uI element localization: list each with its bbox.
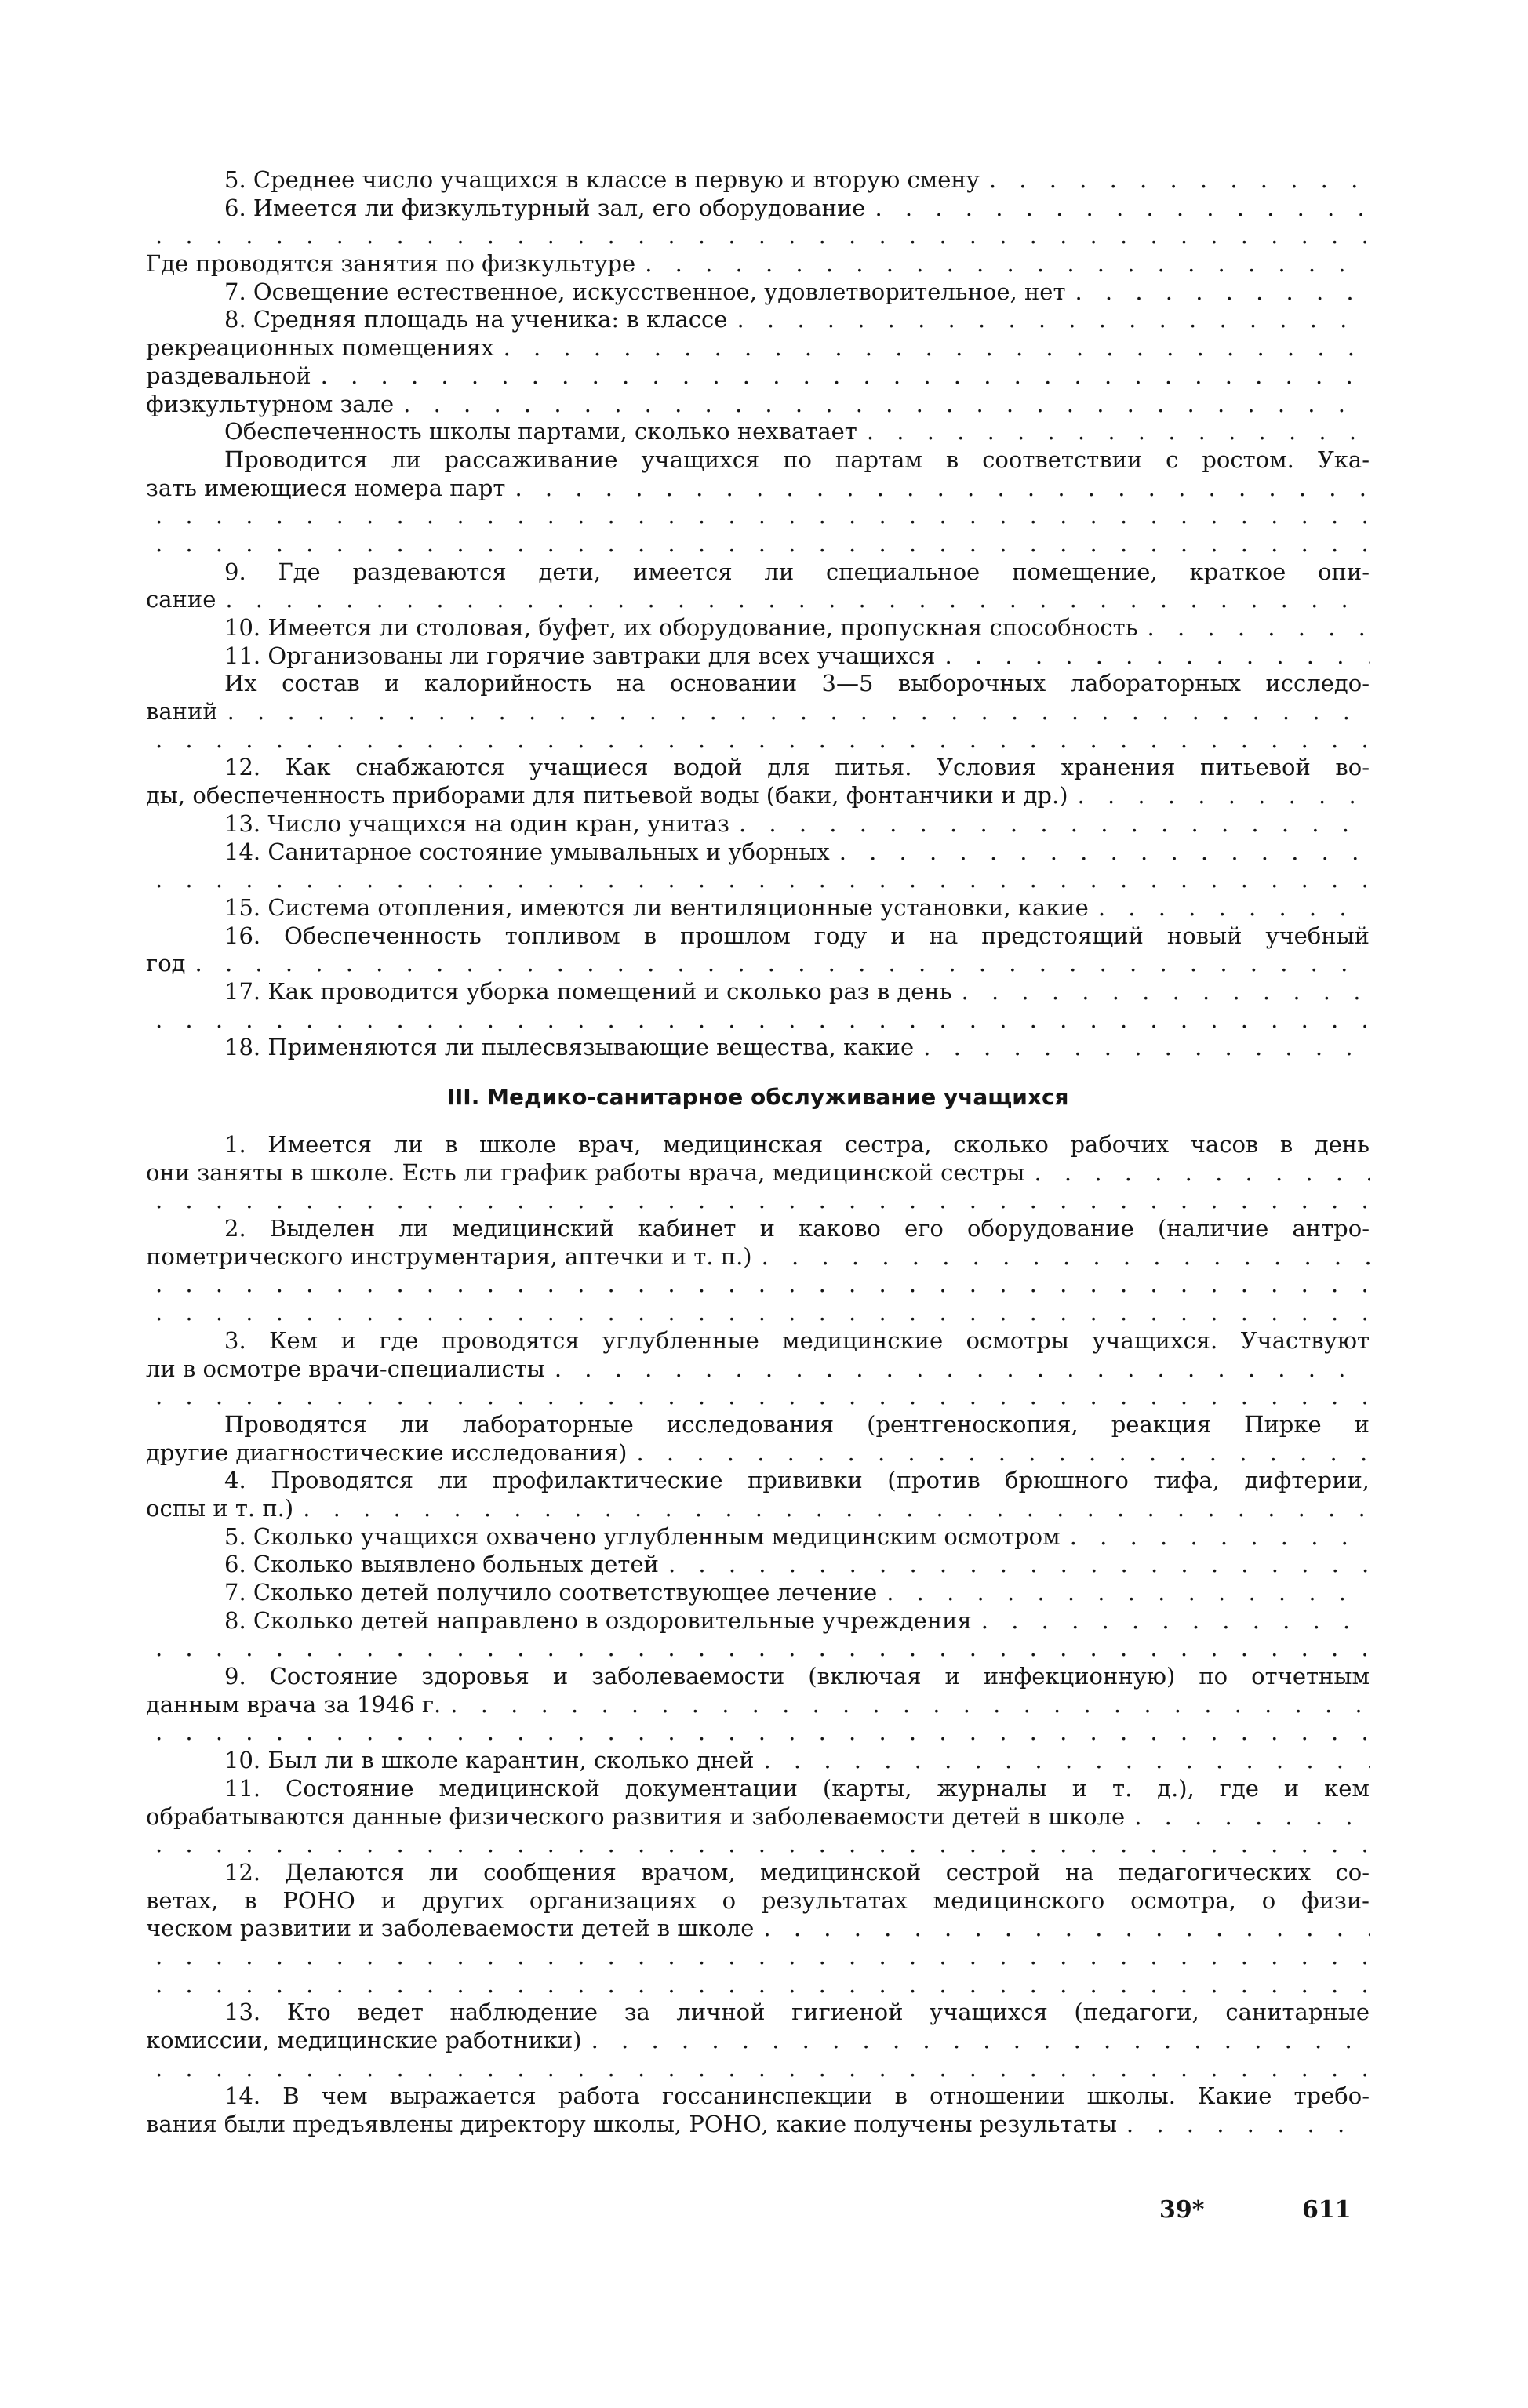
sec2-line bbox=[146, 614, 1370, 642]
sec3-line-text: комиссии, медицинские работники) bbox=[146, 2027, 582, 2053]
sec3-line-text: 1. Имеется ли в школе врач, медицинская сестра, сколько рабочих часов в день bbox=[224, 1131, 1370, 1158]
sec2-line bbox=[146, 726, 1370, 755]
dot-leader bbox=[146, 1299, 1370, 1327]
sec3-line-text: 3. Кем и где проводятся углубленные медицинские осмотры учащихся. Участвуют bbox=[224, 1326, 1370, 1354]
dot-leader bbox=[936, 642, 1370, 671]
sec3-line-text: обрабатываются данные физического развития и заболеваемости детей в школе bbox=[146, 1802, 1126, 1830]
dot-leader bbox=[627, 1439, 1370, 1468]
sec2-line bbox=[146, 1034, 1370, 1062]
sec2-line-text: зать имеющиеся номера парт bbox=[146, 474, 506, 501]
signature-mark: 39* bbox=[1159, 2196, 1205, 2224]
dot-leader bbox=[146, 1971, 1370, 1999]
sec3-line-text: Проводятся ли лабораторные исследования (рентгеноскопия, реакция Пирке и bbox=[224, 1410, 1370, 1438]
sec3-line bbox=[146, 2111, 1370, 2139]
sec3-line-text: 6. Сколько выявлено больных детей bbox=[224, 1551, 659, 1578]
dot-leader bbox=[865, 195, 1370, 223]
sec3-line bbox=[146, 1383, 1370, 1411]
sec2-line-text: 13. Число учащихся на один кран, унитаз bbox=[224, 809, 729, 837]
dot-leader bbox=[857, 418, 1370, 446]
sec3-line bbox=[146, 2055, 1370, 2083]
sec3-line bbox=[146, 1943, 1370, 1971]
dot-leader bbox=[146, 726, 1370, 755]
sec3-line bbox=[146, 1971, 1370, 1999]
sec3-line-text: пометрического инструментария, аптечки и т. п.) bbox=[146, 1242, 752, 1270]
sec2-line bbox=[146, 894, 1370, 922]
sec3-line bbox=[146, 1915, 1370, 1943]
sec2-line-text: Их состав и калорийность на основании 3—5 выборочных лабораторных исследо- bbox=[224, 670, 1370, 697]
sec3-line-text: 10. Был ли в школе карантин, сколько дней bbox=[224, 1747, 755, 1774]
sec2-line-text: Обеспеченность школы партами, сколько нехватает bbox=[224, 418, 857, 446]
dot-leader bbox=[146, 866, 1370, 894]
sec3-line bbox=[146, 1719, 1370, 1747]
dot-leader bbox=[146, 1271, 1370, 1299]
sec3-line bbox=[146, 1271, 1370, 1299]
sec2-line bbox=[146, 558, 1370, 587]
text-column bbox=[146, 166, 1370, 2139]
sec3-line-text: 9. Состояние здоровья и заболеваемости (включая и инфекционную) по отчетным bbox=[224, 1663, 1370, 1690]
sec3-line-text: 11. Состояние медицинской документации (карты, журналы и т. д.), где и кем bbox=[224, 1774, 1370, 1802]
sec2-line-text: Где проводятся занятия по физкультуре bbox=[146, 250, 636, 278]
dot-leader bbox=[877, 1579, 1370, 1607]
sec3-line bbox=[146, 1775, 1370, 1803]
sec2-line-text: 10. Имеется ли столовая, буфет, их оборудование, пропускная способность bbox=[224, 614, 1138, 641]
sec2-line bbox=[146, 754, 1370, 782]
sec2-line-text: ды, обеспеченность приборами для питьевой воды (баки, фонтанчики и др.) bbox=[146, 782, 1068, 809]
sec2-line-text: год bbox=[146, 950, 186, 977]
sec3-line-text: 4. Проводятся ли профилактические прививки (против брюшного тифа, дифтерии, bbox=[224, 1467, 1370, 1494]
sec2-line bbox=[146, 950, 1370, 978]
dot-leader bbox=[146, 2055, 1370, 2083]
sec3-line-text: 8. Сколько детей направлено в оздоровительные учреждения bbox=[224, 1606, 972, 1634]
sec3-line bbox=[146, 1747, 1370, 1775]
sec2-line bbox=[146, 838, 1370, 867]
sec2-line-text: 7. Освещение естественное, искусственное, удовлетворительное, нет bbox=[224, 278, 1066, 305]
dot-leader bbox=[545, 1355, 1370, 1384]
sec3-line bbox=[146, 1999, 1370, 2027]
dot-leader bbox=[146, 1635, 1370, 1663]
sec3-line-text: 2. Выделен ли медицинский кабинет и каково его оборудование (наличие антро- bbox=[224, 1215, 1370, 1242]
sec3-line-text: 12. Делаются ли сообщения врачом, медицинской сестрой на педагогических со- bbox=[224, 1858, 1370, 1886]
sec3-line bbox=[146, 1411, 1370, 1439]
sec2-line bbox=[146, 502, 1370, 530]
sec2-line bbox=[146, 866, 1370, 894]
dot-leader bbox=[1117, 2111, 1370, 2139]
sec3-line-text: ветах, в РОНО и других организациях о результатах медицинского осмотра, о физи- bbox=[146, 1886, 1370, 1914]
dot-leader bbox=[1024, 1159, 1370, 1188]
dot-leader bbox=[754, 1915, 1370, 1943]
sec3-line bbox=[146, 1691, 1370, 1719]
sec2-line bbox=[146, 530, 1370, 558]
dot-leader bbox=[635, 250, 1370, 278]
dot-leader bbox=[980, 166, 1370, 195]
sec3-line-text: они заняты в школе. Есть ли график работы врача, медицинской сестры bbox=[146, 1159, 1025, 1186]
dot-leader bbox=[186, 950, 1370, 978]
sec2-line-text: 5. Среднее число учащихся в классе в первую и вторую смену bbox=[224, 166, 980, 193]
sec2-line bbox=[146, 475, 1370, 503]
dot-leader bbox=[830, 838, 1370, 867]
sec2-line-text: рекреационных помещениях bbox=[146, 334, 494, 362]
sec3-line bbox=[146, 1187, 1370, 1215]
section-3-heading: III. Медико-санитарное обслуживание учащихся bbox=[446, 1084, 1069, 1110]
sec2-line-text: 14. Санитарное состояние умывальных и уборных bbox=[224, 838, 830, 865]
dot-leader bbox=[216, 586, 1370, 614]
sec3-line bbox=[146, 1579, 1370, 1607]
sec2-line-text: 11. Организованы ли горячие завтраки для всех учащихся bbox=[224, 642, 936, 669]
sec2-line bbox=[146, 1006, 1370, 1035]
dot-leader bbox=[293, 1495, 1370, 1523]
sec3-line-text: данным врача за 1946 г. bbox=[146, 1690, 442, 1718]
sec3-line-text: другие диагностические исследования) bbox=[146, 1439, 628, 1466]
sec3-line-text: ли в осмотре врачи-специалисты bbox=[146, 1355, 545, 1382]
sec3-line bbox=[146, 1131, 1370, 1159]
sec2-line bbox=[146, 698, 1370, 726]
sec2-line-text: 8. Средняя площадь на ученика: в классе bbox=[224, 306, 728, 333]
sec2-line bbox=[146, 166, 1370, 195]
dot-leader bbox=[146, 1943, 1370, 1971]
sec3-line bbox=[146, 1495, 1370, 1523]
sec3-line bbox=[146, 1159, 1370, 1188]
page-number: 611 bbox=[1302, 2196, 1352, 2224]
sec3-line bbox=[146, 1663, 1370, 1691]
sec3-line bbox=[146, 1607, 1370, 1635]
dot-leader bbox=[311, 362, 1370, 391]
sec2-line-text: ваний bbox=[146, 698, 218, 726]
sec2-line bbox=[146, 670, 1370, 698]
sec2-line-text: 15. Система отопления, имеются ли вентиляционные установки, какие bbox=[224, 893, 1089, 921]
sec2-line bbox=[146, 362, 1370, 391]
sec3-line-text: 14. В чем выражается работа госсанинспекции в отношении школы. Какие требо- bbox=[224, 2082, 1370, 2110]
sec2-line-text: раздевальной bbox=[146, 362, 311, 389]
sec2-line bbox=[146, 810, 1370, 838]
sec3-line bbox=[146, 1327, 1370, 1355]
dot-leader bbox=[146, 1006, 1370, 1035]
page-footer bbox=[0, 2196, 1528, 2235]
sec3-line-text: вания были предъявлены директору школы, РОНО, какие получены результаты bbox=[146, 2111, 1117, 2138]
dot-leader bbox=[1066, 278, 1370, 307]
dot-leader bbox=[952, 978, 1370, 1006]
sec2-line-text: 17. Как проводится уборка помещений и сколько раз в день bbox=[224, 977, 952, 1005]
sec2-line bbox=[146, 922, 1370, 951]
sec2-line bbox=[146, 222, 1370, 250]
sec3-line bbox=[146, 1467, 1370, 1495]
dot-leader bbox=[146, 1719, 1370, 1747]
dot-leader bbox=[146, 502, 1370, 530]
dot-leader bbox=[394, 391, 1370, 419]
sec2-line-text: физкультурном зале bbox=[146, 390, 395, 417]
dot-leader bbox=[146, 1187, 1370, 1215]
sec2-line-text: сание bbox=[146, 586, 216, 613]
sec2-line-text: Проводится ли рассаживание учащихся по партам в соответствии с ростом. Ука- bbox=[224, 446, 1370, 473]
dot-leader bbox=[729, 810, 1370, 838]
sec3-line bbox=[146, 1215, 1370, 1243]
dot-leader bbox=[146, 1383, 1370, 1411]
sec2-line-text: 6. Имеется ли физкультурный зал, его оборудование bbox=[224, 194, 866, 221]
sec2-line bbox=[146, 418, 1370, 446]
sec2-line bbox=[146, 250, 1370, 278]
sec2-line-text: 9. Где раздеваются дети, имеется ли специальное помещение, краткое опи- bbox=[224, 558, 1370, 585]
dot-leader bbox=[1061, 1523, 1370, 1551]
sec2-line bbox=[146, 278, 1370, 307]
sec3-line bbox=[146, 2027, 1370, 2055]
sec2-line-text: 12. Как снабжаются учащиеся водой для питья. Условия хранения питьевой во- bbox=[224, 754, 1370, 781]
dot-leader bbox=[218, 698, 1370, 726]
sec2-line-text: 16. Обеспеченность топливом в прошлом году и на предстоящий новый учебный bbox=[224, 922, 1370, 949]
sec3-line bbox=[146, 1859, 1370, 1887]
sec3-line bbox=[146, 1243, 1370, 1271]
sec3-line-text: оспы и т. п.) bbox=[146, 1494, 294, 1522]
sec3-line bbox=[146, 2082, 1370, 2111]
dot-leader bbox=[1068, 782, 1370, 810]
sec3-line-text: 5. Сколько учащихся охвачено углубленным медицинским осмотром bbox=[224, 1522, 1061, 1550]
dot-leader bbox=[914, 1034, 1370, 1062]
sec3-line bbox=[146, 1299, 1370, 1327]
dot-leader bbox=[754, 1747, 1370, 1775]
sec2-line-text: 18. Применяются ли пылесвязывающие вещества, какие bbox=[224, 1034, 915, 1061]
dot-leader bbox=[505, 475, 1370, 503]
sec2-line bbox=[146, 195, 1370, 223]
sec2-line bbox=[146, 586, 1370, 614]
sec2-line bbox=[146, 978, 1370, 1006]
sec3-line bbox=[146, 1831, 1370, 1859]
sec2-line bbox=[146, 782, 1370, 810]
sec3-line-text: 13. Кто ведет наблюдение за личной гигиеной учащихся (педагоги, санитарные bbox=[224, 1999, 1370, 2026]
sec3-line bbox=[146, 1887, 1370, 1915]
sec3-line-text: 7. Сколько детей получило соответствующее лечение bbox=[224, 1579, 878, 1606]
sec3-line bbox=[146, 1635, 1370, 1663]
dot-leader bbox=[1138, 614, 1370, 642]
dot-leader bbox=[752, 1243, 1370, 1271]
dot-leader bbox=[146, 530, 1370, 558]
dot-leader bbox=[727, 306, 1370, 334]
sec3-line bbox=[146, 1803, 1370, 1831]
sec2-line bbox=[146, 446, 1370, 475]
dot-leader bbox=[146, 1831, 1370, 1859]
section-3-list bbox=[146, 1131, 1370, 2139]
sec3-line bbox=[146, 1551, 1370, 1579]
sec3-line bbox=[146, 1355, 1370, 1384]
dot-leader bbox=[1089, 894, 1370, 922]
sec2-line bbox=[146, 334, 1370, 362]
dot-leader bbox=[441, 1691, 1370, 1719]
sec3-line bbox=[146, 1439, 1370, 1468]
dot-leader bbox=[146, 222, 1370, 250]
dot-leader bbox=[1125, 1803, 1370, 1831]
dot-leader bbox=[659, 1551, 1370, 1579]
dot-leader bbox=[972, 1607, 1370, 1635]
dot-leader bbox=[582, 2027, 1370, 2055]
sec3-line bbox=[146, 1523, 1370, 1551]
sec2-line bbox=[146, 391, 1370, 419]
sec3-line-text: ческом развитии и заболеваемости детей в школе bbox=[146, 1915, 755, 1942]
sec2-line bbox=[146, 306, 1370, 334]
dot-leader bbox=[494, 334, 1370, 362]
sec2-line bbox=[146, 642, 1370, 671]
section-2-list bbox=[146, 166, 1370, 1062]
